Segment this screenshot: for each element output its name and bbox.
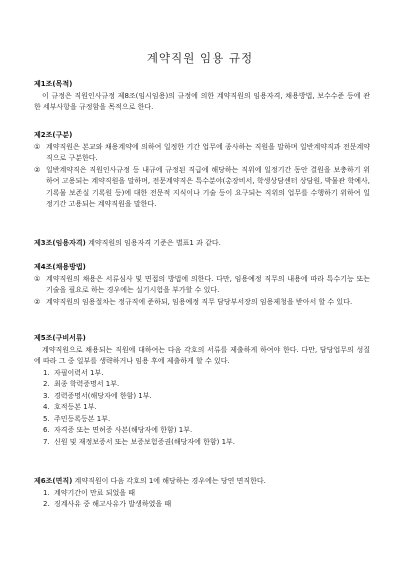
list-item: 3. 경력증명서(해당자에 한함) 1부.: [43, 391, 152, 400]
clause-marker: ①: [34, 274, 41, 283]
list-item: 2. 징계사유 중 해고사유가 발생하였을 때: [43, 500, 172, 508]
article-clause: [34, 165, 370, 211]
list-item: 6. 자격증 또는 면허증 사본(해당자에 한함) 1부.: [43, 426, 193, 434]
clause-text: 계약직원은 본교와 채용계약에 의하여 일정한 기간 업무에 종사하는 직원을 말하며 일반계약직과 전문계약직으로 구분한다.: [46, 142, 370, 162]
list-item: 7. 신원 및 재정보증서 또는 보증보험증권(해당자에 한함) 1부.: [43, 437, 236, 446]
list-item: 2. 최종 학력증명서 1부.: [43, 380, 120, 388]
clause-marker: ②: [34, 297, 41, 306]
list-item: 1. 계약기간이 만료 되었을 때: [43, 488, 136, 497]
article-heading: 제4조(채용방법): [34, 263, 86, 271]
article-heading: 제1조(목적): [34, 80, 73, 88]
article-heading: 제2조(구분): [34, 131, 73, 139]
article-inline-text: 계약직원이 다음 각호의 1에 해당하는 경우에는 당연 면직한다.: [72, 477, 266, 485]
article-inline-text: 계약직원의 임용자격 기준은 별표1 과 같다.: [85, 239, 221, 247]
clause-text: 계약직원의 채용은 서류심사 및 면접의 방법에 의한다. 다만, 임용예정 직무의 내용에 따라 특수기능 또는 기술을 필요로 하는 경우에는 실기시험을 부가할 수 있다.: [46, 274, 370, 294]
clause-marker: ②: [34, 165, 41, 174]
clause-text: 계약직원의 임용절차는 정규직에 준하되, 임용예정 직무 담당부서장의 임용제청을 받아서 할 수 있다.: [46, 297, 353, 306]
article-paragraph: 계약직원으로 채용되는 직원에 대하여는 다음 각호의 서류를 제출하게 하여야 한다. 다만, 담당업무의 성질에 따라 그 중 일부를 생략하거나 임용 후에 제출하게 할 수 있다.: [34, 345, 370, 365]
article-clause: [34, 297, 370, 309]
item-list: [34, 488, 370, 511]
article-6: [34, 476, 370, 511]
clause-marker: ①: [34, 142, 41, 151]
article-3: [34, 238, 370, 250]
article-1: [34, 79, 370, 114]
article-heading: 제5조(구비서류): [34, 334, 86, 342]
article-2: [34, 130, 370, 211]
list-item: 1. 자필이력서 1부.: [43, 368, 104, 377]
document-title: 계약직원 임용 규정: [146, 51, 254, 65]
clause-text: 일반계약직은 직원인사규정 등 내규에 규정된 직급에 해당하는 직위에 일정기간 동안 결원을 보충하기 위하여 고용되는 계약직원을 말하며, 전문계약직은 특수분야(총장비서, 학생상담센터 상담원, 박물관 학예사, 기록물 보존실 기록원 등)에 대한 전문적 지식이나 기술 등이 요구되는 직위의 업무를 수행하기 위하여 일정기간 고용되는 계약직원을 말한다.: [46, 165, 370, 208]
article-clause: [34, 274, 370, 297]
article-heading: 제3조(임용자격): [34, 239, 86, 247]
list-item: 4. 호적등본 1부.: [43, 403, 97, 411]
article-clause: [34, 142, 370, 165]
article-paragraph: 이 규정은 직원인사규정 제8조(임시임용)의 규정에 의한 계약직원의 임용자격, 채용방법, 보수수준 등에 관한 세부사항을 규정함을 목적으로 한다.: [34, 91, 370, 111]
list-item: 5. 주민등록등본 1부.: [43, 414, 111, 423]
article-5: [34, 333, 370, 448]
article-heading: 제6조(면직): [34, 477, 73, 485]
article-4: [34, 262, 370, 308]
item-list: [34, 368, 370, 449]
